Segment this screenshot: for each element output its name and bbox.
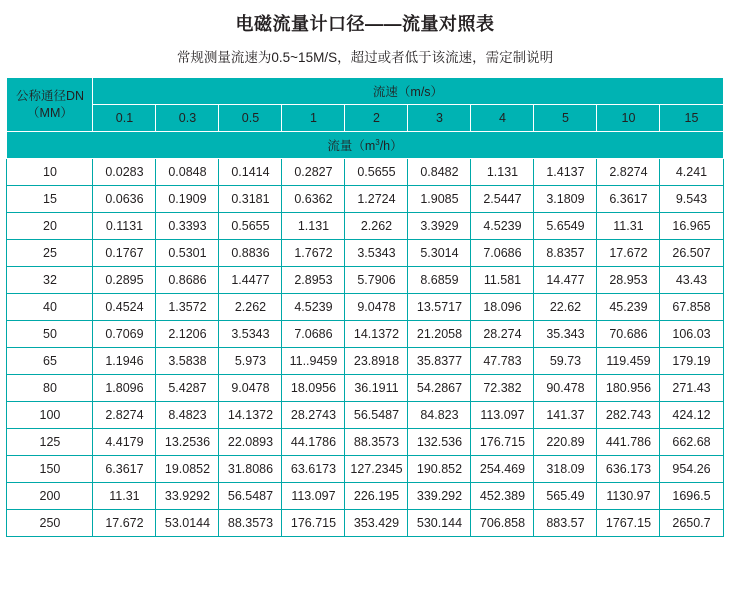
header-velocity-6: 4 <box>471 105 534 132</box>
cell-flow: 17.672 <box>93 510 156 537</box>
cell-flow: 5.3014 <box>408 240 471 267</box>
cell-flow: 35.8377 <box>408 348 471 375</box>
cell-flow: 18.0956 <box>282 375 345 402</box>
header-velocity-7: 5 <box>534 105 597 132</box>
cell-flow: 9.0478 <box>219 375 282 402</box>
cell-flow: 0.2827 <box>282 159 345 186</box>
cell-flow: 3.3929 <box>408 213 471 240</box>
cell-flow: 72.382 <box>471 375 534 402</box>
page-container <box>0 10 730 537</box>
cell-flow: 0.3181 <box>219 186 282 213</box>
cell-flow: 16.965 <box>660 213 723 240</box>
cell-flow: 3.5838 <box>156 348 219 375</box>
cell-flow: 0.8686 <box>156 267 219 294</box>
cell-dn: 80 <box>7 375 93 402</box>
cell-flow: 282.743 <box>597 402 660 429</box>
flow-comparison-table <box>6 77 723 537</box>
cell-flow: 106.03 <box>660 321 723 348</box>
cell-flow: 47.783 <box>471 348 534 375</box>
cell-flow: 8.6859 <box>408 267 471 294</box>
cell-flow: 31.8086 <box>219 456 282 483</box>
cell-flow: 88.3573 <box>345 429 408 456</box>
cell-flow: 254.469 <box>471 456 534 483</box>
table-row <box>7 483 723 510</box>
cell-flow: 1696.5 <box>660 483 723 510</box>
cell-flow: 0.1767 <box>93 240 156 267</box>
cell-flow: 1.131 <box>282 213 345 240</box>
table-row <box>7 213 723 240</box>
cell-flow: 36.1911 <box>345 375 408 402</box>
cell-dn: 50 <box>7 321 93 348</box>
cell-dn: 10 <box>7 159 93 186</box>
header-velocity-4: 2 <box>345 105 408 132</box>
cell-flow: 0.5301 <box>156 240 219 267</box>
table-row <box>7 348 723 375</box>
header-flow-unit <box>7 132 723 159</box>
cell-flow: 2.262 <box>345 213 408 240</box>
cell-flow: 1.9085 <box>408 186 471 213</box>
cell-flow: 67.858 <box>660 294 723 321</box>
cell-flow: 56.5487 <box>345 402 408 429</box>
cell-flow: 1767.15 <box>597 510 660 537</box>
cell-dn: 250 <box>7 510 93 537</box>
cell-flow: 6.3617 <box>93 456 156 483</box>
cell-flow: 662.68 <box>660 429 723 456</box>
table-row <box>7 159 723 186</box>
cell-flow: 28.953 <box>597 267 660 294</box>
cell-flow: 28.2743 <box>282 402 345 429</box>
table-row <box>7 240 723 267</box>
cell-flow: 2.262 <box>219 294 282 321</box>
cell-flow: 11.31 <box>597 213 660 240</box>
header-row-velocities <box>7 105 723 132</box>
cell-flow: 22.0893 <box>219 429 282 456</box>
cell-flow: 3.5343 <box>219 321 282 348</box>
table-row <box>7 456 723 483</box>
header-row-flow-unit <box>7 132 723 159</box>
page-subtitle: 常规测量流速为0.5~15M/S，超过或者低于该流速，需定制说明 <box>176 50 554 65</box>
cell-flow: 4.241 <box>660 159 723 186</box>
cell-flow: 3.1809 <box>534 186 597 213</box>
cell-dn: 15 <box>7 186 93 213</box>
cell-flow: 44.1786 <box>282 429 345 456</box>
cell-flow: 7.0686 <box>282 321 345 348</box>
cell-flow: 18.096 <box>471 294 534 321</box>
cell-flow: 179.19 <box>660 348 723 375</box>
cell-dn: 20 <box>7 213 93 240</box>
cell-flow: 14.1372 <box>345 321 408 348</box>
cell-flow: 0.0636 <box>93 186 156 213</box>
cell-dn: 150 <box>7 456 93 483</box>
cell-flow: 636.173 <box>597 456 660 483</box>
cell-dn: 40 <box>7 294 93 321</box>
table-row <box>7 267 723 294</box>
cell-flow: 141.37 <box>534 402 597 429</box>
cell-flow: 132.536 <box>408 429 471 456</box>
cell-flow: 5.4287 <box>156 375 219 402</box>
cell-flow: 1.4137 <box>534 159 597 186</box>
cell-flow: 45.239 <box>597 294 660 321</box>
flow-unit-post: /h） <box>379 139 403 153</box>
cell-flow: 28.274 <box>471 321 534 348</box>
cell-flow: 0.0848 <box>156 159 219 186</box>
flow-unit-pre: 流量（m <box>327 139 376 153</box>
cell-flow: 0.7069 <box>93 321 156 348</box>
cell-flow: 4.4179 <box>93 429 156 456</box>
cell-dn: 200 <box>7 483 93 510</box>
cell-dn: 32 <box>7 267 93 294</box>
cell-flow: 113.097 <box>471 402 534 429</box>
cell-flow: 56.5487 <box>219 483 282 510</box>
table-row <box>7 375 723 402</box>
cell-flow: 0.1414 <box>219 159 282 186</box>
table-row <box>7 321 723 348</box>
cell-flow: 452.389 <box>471 483 534 510</box>
table-row <box>7 294 723 321</box>
cell-flow: 43.43 <box>660 267 723 294</box>
cell-flow: 180.956 <box>597 375 660 402</box>
cell-flow: 5.973 <box>219 348 282 375</box>
header-velocity-3: 1 <box>282 105 345 132</box>
cell-flow: 59.73 <box>534 348 597 375</box>
cell-flow: 0.8836 <box>219 240 282 267</box>
header-velocity-2: 0.5 <box>219 105 282 132</box>
header-dn-corner <box>7 78 93 132</box>
cell-flow: 26.507 <box>660 240 723 267</box>
cell-flow: 8.8357 <box>534 240 597 267</box>
cell-flow: 0.3393 <box>156 213 219 240</box>
cell-flow: 2.1206 <box>156 321 219 348</box>
cell-flow: 11.31 <box>93 483 156 510</box>
header-dn-line2: （MM） <box>27 105 73 120</box>
cell-flow: 1.3572 <box>156 294 219 321</box>
cell-flow: 318.09 <box>534 456 597 483</box>
cell-flow: 9.543 <box>660 186 723 213</box>
cell-flow: 6.3617 <box>597 186 660 213</box>
cell-flow: 0.5655 <box>345 159 408 186</box>
flow-unit-sup: 3 <box>375 137 380 147</box>
cell-flow: 127.2345 <box>345 456 408 483</box>
cell-flow: 1.7672 <box>282 240 345 267</box>
header-velocity-0: 0.1 <box>93 105 156 132</box>
cell-flow: 5.6549 <box>534 213 597 240</box>
cell-flow: 11.581 <box>471 267 534 294</box>
cell-flow: 2.8953 <box>282 267 345 294</box>
table-row <box>7 402 723 429</box>
cell-flow: 8.4823 <box>156 402 219 429</box>
cell-flow: 565.49 <box>534 483 597 510</box>
header-velocity-9: 15 <box>660 105 723 132</box>
cell-flow: 33.9292 <box>156 483 219 510</box>
cell-flow: 13.2536 <box>156 429 219 456</box>
cell-flow: 1.131 <box>471 159 534 186</box>
cell-dn: 125 <box>7 429 93 456</box>
cell-flow: 23.8918 <box>345 348 408 375</box>
page-title: 电磁流量计口径——流量对照表 <box>235 14 495 34</box>
cell-flow: 0.8482 <box>408 159 471 186</box>
cell-flow: 1.8096 <box>93 375 156 402</box>
cell-flow: 1.4477 <box>219 267 282 294</box>
cell-flow: 2.5447 <box>471 186 534 213</box>
cell-flow: 113.097 <box>282 483 345 510</box>
cell-flow: 0.1909 <box>156 186 219 213</box>
cell-flow: 706.858 <box>471 510 534 537</box>
cell-flow: 530.144 <box>408 510 471 537</box>
cell-flow: 271.43 <box>660 375 723 402</box>
cell-flow: 226.195 <box>345 483 408 510</box>
cell-flow: 84.823 <box>408 402 471 429</box>
cell-dn: 25 <box>7 240 93 267</box>
table-row <box>7 186 723 213</box>
cell-flow: 1.1946 <box>93 348 156 375</box>
cell-flow: 19.0852 <box>156 456 219 483</box>
cell-flow: 424.12 <box>660 402 723 429</box>
cell-flow: 2650.7 <box>660 510 723 537</box>
cell-flow: 1130.97 <box>597 483 660 510</box>
cell-flow: 2.8274 <box>93 402 156 429</box>
table-row <box>7 429 723 456</box>
cell-flow: 190.852 <box>408 456 471 483</box>
table-body <box>7 78 723 537</box>
header-velocity-1: 0.3 <box>156 105 219 132</box>
cell-flow: 119.459 <box>597 348 660 375</box>
cell-flow: 4.5239 <box>282 294 345 321</box>
cell-flow: 0.5655 <box>219 213 282 240</box>
cell-flow: 176.715 <box>282 510 345 537</box>
cell-flow: 63.6173 <box>282 456 345 483</box>
cell-flow: 441.786 <box>597 429 660 456</box>
cell-flow: 0.2895 <box>93 267 156 294</box>
cell-dn: 65 <box>7 348 93 375</box>
cell-flow: 3.5343 <box>345 240 408 267</box>
cell-flow: 5.7906 <box>345 267 408 294</box>
cell-flow: 13.5717 <box>408 294 471 321</box>
cell-flow: 883.57 <box>534 510 597 537</box>
cell-flow: 21.2058 <box>408 321 471 348</box>
cell-flow: 0.0283 <box>93 159 156 186</box>
cell-flow: 7.0686 <box>471 240 534 267</box>
cell-flow: 17.672 <box>597 240 660 267</box>
cell-flow: 70.686 <box>597 321 660 348</box>
cell-flow: 14.477 <box>534 267 597 294</box>
cell-flow: 0.6362 <box>282 186 345 213</box>
cell-flow: 9.0478 <box>345 294 408 321</box>
cell-flow: 4.5239 <box>471 213 534 240</box>
cell-flow: 14.1372 <box>219 402 282 429</box>
cell-flow: 90.478 <box>534 375 597 402</box>
cell-flow: 954.26 <box>660 456 723 483</box>
cell-flow: 1.2724 <box>345 186 408 213</box>
header-velocity-5: 3 <box>408 105 471 132</box>
header-velocity-8: 10 <box>597 105 660 132</box>
cell-flow: 0.1131 <box>93 213 156 240</box>
cell-dn: 100 <box>7 402 93 429</box>
cell-flow: 11..9459 <box>282 348 345 375</box>
cell-flow: 2.8274 <box>597 159 660 186</box>
cell-flow: 339.292 <box>408 483 471 510</box>
header-velocity: 流速（m/s） <box>93 78 723 105</box>
cell-flow: 53.0144 <box>156 510 219 537</box>
cell-flow: 220.89 <box>534 429 597 456</box>
cell-flow: 22.62 <box>534 294 597 321</box>
cell-flow: 353.429 <box>345 510 408 537</box>
cell-flow: 54.2867 <box>408 375 471 402</box>
cell-flow: 35.343 <box>534 321 597 348</box>
header-row-top <box>7 78 723 105</box>
header-dn-line1: 公称通径DN <box>15 88 84 103</box>
table-row <box>7 510 723 537</box>
cell-flow: 176.715 <box>471 429 534 456</box>
cell-flow: 88.3573 <box>219 510 282 537</box>
cell-flow: 0.4524 <box>93 294 156 321</box>
